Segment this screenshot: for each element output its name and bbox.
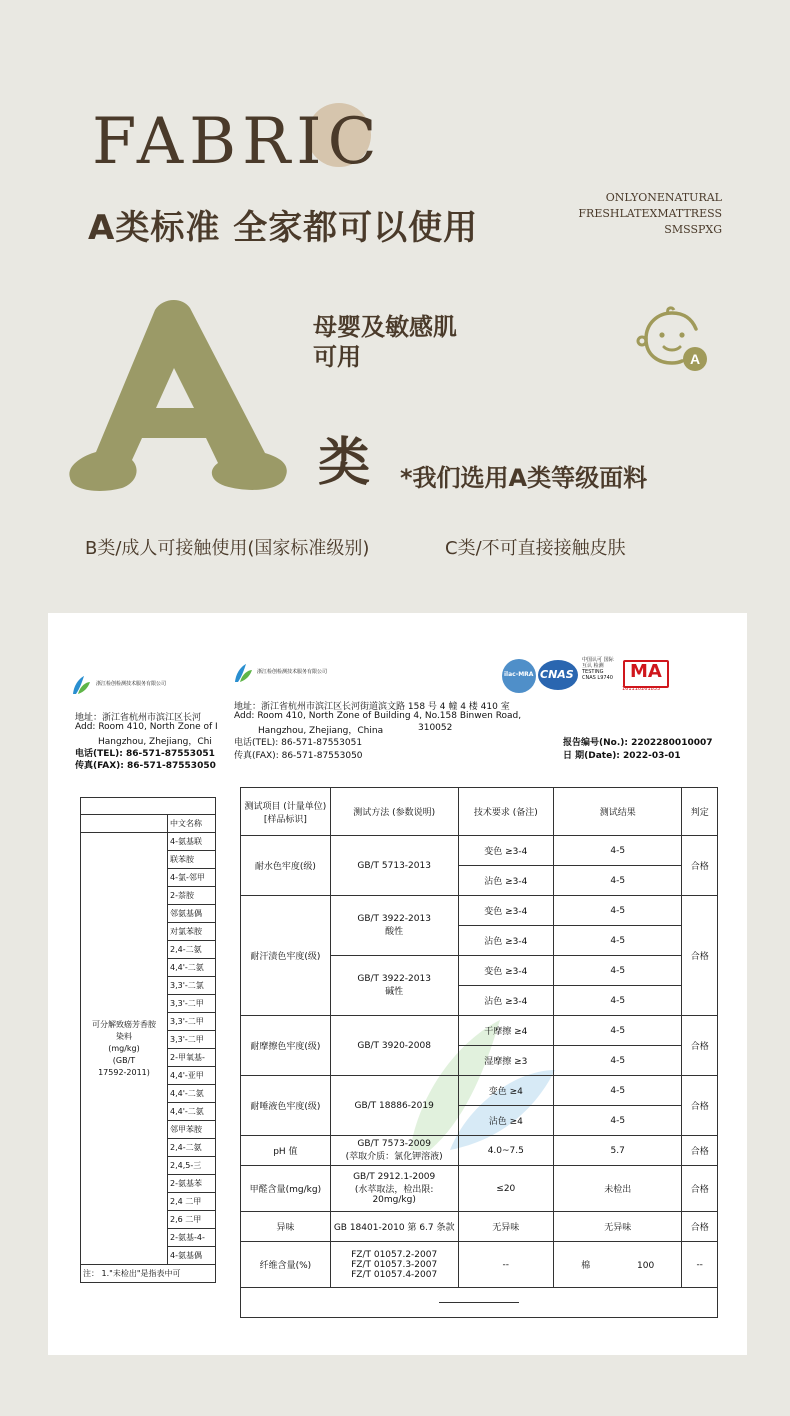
back-row: 2-甲氧基- — [168, 1049, 216, 1067]
item-label: 耐摩擦色牢度(级) — [241, 1016, 331, 1076]
back-row: 2-氨基-4- — [168, 1229, 216, 1247]
front-address-en2: Hangzhou, Zhejiang，China — [258, 726, 384, 736]
headline: A类标准 全家都可以使用 — [88, 208, 479, 248]
result: 4-5 — [554, 1016, 682, 1046]
back-fax: 传真(FAX): 86-571-87553050 — [75, 761, 216, 771]
back-address-en1: Add: Room 410, North Zone of I — [75, 722, 218, 732]
back-row: 4,4'-二氨 — [168, 1085, 216, 1103]
back-row: 3,3'-二甲 — [168, 1013, 216, 1031]
cnas-label: CNAS — [540, 668, 574, 681]
back-row: 3,3'-二甲 — [168, 995, 216, 1013]
header-method: 测试方法 (参数说明) — [330, 788, 458, 836]
item-label: 异味 — [241, 1212, 331, 1242]
back-tel: 电话(TEL): 86-571-87553051 — [75, 749, 215, 759]
front-company-name: 浙江检创检测技术服务有限公司 — [257, 669, 328, 675]
back-col-header: 中文名称 — [168, 815, 216, 833]
requirement: 沾色 ≥4 — [458, 1106, 553, 1136]
result: 4-5 — [554, 986, 682, 1016]
verdict: 合格 — [682, 1016, 718, 1076]
back-row: 4-氨基偶 — [168, 1247, 216, 1265]
result: 4-5 — [554, 1106, 682, 1136]
verdict: 合格 — [682, 1076, 718, 1136]
back-row: 2,4,5-三 — [168, 1157, 216, 1175]
verdict: 合格 — [682, 1212, 718, 1242]
baby-face-icon — [634, 305, 712, 377]
blank-row — [241, 1288, 718, 1318]
back-row: 4,4'-二氨 — [168, 1103, 216, 1121]
item-label: 耐汗渍色牢度(级) — [241, 896, 331, 1016]
verdict: 合格 — [682, 1166, 718, 1212]
back-address-cn: 地址：浙江省杭州市滨江区长河 — [75, 713, 202, 723]
item-label: 耐水色牢度(级) — [241, 836, 331, 896]
grade-subtitle-line1: 母婴及敏感肌 — [313, 313, 457, 341]
back-left-label: 可分解致癌芳香胺 染料 (mg/kg) (GB/T 17592-2011) — [81, 833, 168, 1265]
method-label: GB/T 3922-2013 酸性 — [330, 896, 458, 956]
method-label: GB/T 5713-2013 — [330, 836, 458, 896]
verdict: 合格 — [682, 896, 718, 1016]
requirement: 无异味 — [458, 1212, 553, 1242]
requirement: 干摩擦 ≥4 — [458, 1016, 553, 1046]
front-address-cn: 地址：浙江省杭州市滨江区长河街道滨文路 158 号 4 幢 4 楼 410 室 — [234, 702, 510, 712]
result: 4-5 — [554, 896, 682, 926]
back-row: 联苯胺 — [168, 851, 216, 869]
result: 未检出 — [554, 1166, 682, 1212]
ma-number: 161110261833 — [622, 686, 661, 692]
company-leaf-logo-icon — [232, 662, 254, 684]
company-leaf-logo-icon — [70, 674, 92, 696]
grade-b-note: B类/成人可接触使用(国家标准级别) — [85, 538, 370, 559]
cnas-note: 中国认可 国际互认 检测 TESTING CNAS L9740 — [582, 657, 614, 681]
back-row: 4,4'-二氨 — [168, 959, 216, 977]
report-number: 报告编号(No.): 2202280010007 — [563, 738, 713, 748]
result: 4-5 — [554, 1076, 682, 1106]
header-item: 测试项目 (计量单位) [样品标识] — [241, 788, 331, 836]
requirement: 变色 ≥3-4 — [458, 896, 553, 926]
back-row: 邻甲苯胺 — [168, 1121, 216, 1139]
brand-line-1: ONLYONENATURAL — [605, 191, 722, 204]
item-label: 耐唾液色牢度(级) — [241, 1076, 331, 1136]
result: 4-5 — [554, 866, 682, 896]
back-row: 4,4'-亚甲 — [168, 1067, 216, 1085]
back-row: 对氯苯胺 — [168, 923, 216, 941]
verdict: -- — [682, 1242, 718, 1288]
requirement: 沾色 ≥3-4 — [458, 986, 553, 1016]
header-result: 测试结果 — [554, 788, 682, 836]
back-row: 3,3'-二甲 — [168, 1031, 216, 1049]
method-label: GB 18401-2010 第 6.7 条款 — [330, 1212, 458, 1242]
front-postcode: 310052 — [418, 723, 453, 733]
brand-line-3: SMSSPXG — [664, 223, 722, 236]
back-report-table — [80, 797, 216, 1283]
back-row: 2,4-二氨 — [168, 941, 216, 959]
back-row: 4-氨基联 — [168, 833, 216, 851]
item-label: 甲醛含量(mg/kg) — [241, 1166, 331, 1212]
back-row: 4-氯-邻甲 — [168, 869, 216, 887]
result: 4-5 — [554, 926, 682, 956]
method-label: GB/T 3920-2008 — [330, 1016, 458, 1076]
verdict: 合格 — [682, 1136, 718, 1166]
back-row: 2,4-二氨 — [168, 1139, 216, 1157]
requirement: -- — [458, 1242, 553, 1288]
back-company-name: 浙江检创检测技术服务有限公司 — [96, 681, 167, 687]
grade-note: *我们选用A类等级面料 — [400, 464, 648, 492]
grade-subtitle-line2: 可用 — [313, 343, 361, 371]
back-row: 2,6 二甲 — [168, 1211, 216, 1229]
back-row: 邻氨基偶 — [168, 905, 216, 923]
back-row: 2-氨基苯 — [168, 1175, 216, 1193]
report-date: 日 期(Date): 2022-03-01 — [563, 751, 681, 761]
back-row: 3,3'-二氯 — [168, 977, 216, 995]
item-label: pH 值 — [241, 1136, 331, 1166]
front-tel: 电话(TEL): 86-571-87553051 — [234, 738, 363, 748]
grade-c-note: C类/不可直接接触皮肤 — [445, 538, 626, 559]
method-label: GB/T 18886-2019 — [330, 1076, 458, 1136]
method-label: FZ/T 01057.2-2007 FZ/T 01057.3-2007 FZ/T 01057.4-2007 — [330, 1242, 458, 1288]
requirement: 湿摩擦 ≥3 — [458, 1046, 553, 1076]
requirement: 变色 ≥3-4 — [458, 956, 553, 986]
result: 4-5 — [554, 1046, 682, 1076]
requirement: 变色 ≥4 — [458, 1076, 553, 1106]
front-fax: 传真(FAX): 86-571-87553050 — [234, 751, 363, 761]
requirement: 沾色 ≥3-4 — [458, 866, 553, 896]
test-results-table — [240, 787, 718, 1318]
result: 棉 100 — [554, 1242, 682, 1288]
result: 4-5 — [554, 956, 682, 986]
header-verdict: 判定 — [682, 788, 718, 836]
verdict: 合格 — [682, 836, 718, 896]
requirement: 沾色 ≥3-4 — [458, 926, 553, 956]
result: 无异味 — [554, 1212, 682, 1242]
big-letter-a-graphic — [60, 288, 300, 498]
requirement: 4.0~7.5 — [458, 1136, 553, 1166]
method-label: GB/T 2912.1-2009 (水萃取法，检出限: 20mg/kg) — [330, 1166, 458, 1212]
result: 4-5 — [554, 836, 682, 866]
requirement: 变色 ≥3-4 — [458, 836, 553, 866]
back-row: 2-萘胺 — [168, 887, 216, 905]
method-label: GB/T 7573-2009 (萃取介质：氯化钾溶液) — [330, 1136, 458, 1166]
front-address-en1: Add: Room 410, North Zone of Building 4, No.158 Binwen Road, — [234, 711, 522, 721]
back-address-en2: Hangzhou, Zhejiang，Chi — [98, 737, 212, 747]
method-label: GB/T 3922-2013 碱性 — [330, 956, 458, 1016]
ma-label: MA — [630, 661, 662, 682]
header-requirement: 技术要求 (备注) — [458, 788, 553, 836]
logo-title: FABRIC — [92, 105, 383, 179]
grade-category: 类 — [318, 433, 371, 493]
back-row: 2,4 二甲 — [168, 1193, 216, 1211]
back-footnote: 注： 1."未检出"是指表中可 — [81, 1265, 216, 1283]
requirement: ≤20 — [458, 1166, 553, 1212]
ilac-mra-label: ilac-MRA — [504, 671, 534, 678]
item-label: 纤维含量(%) — [241, 1242, 331, 1288]
brand-line-2: FRESHLATEXMATTRESS — [578, 207, 722, 220]
result: 5.7 — [554, 1136, 682, 1166]
svg-text:A: A — [689, 351, 701, 367]
brand-lines — [578, 190, 722, 238]
